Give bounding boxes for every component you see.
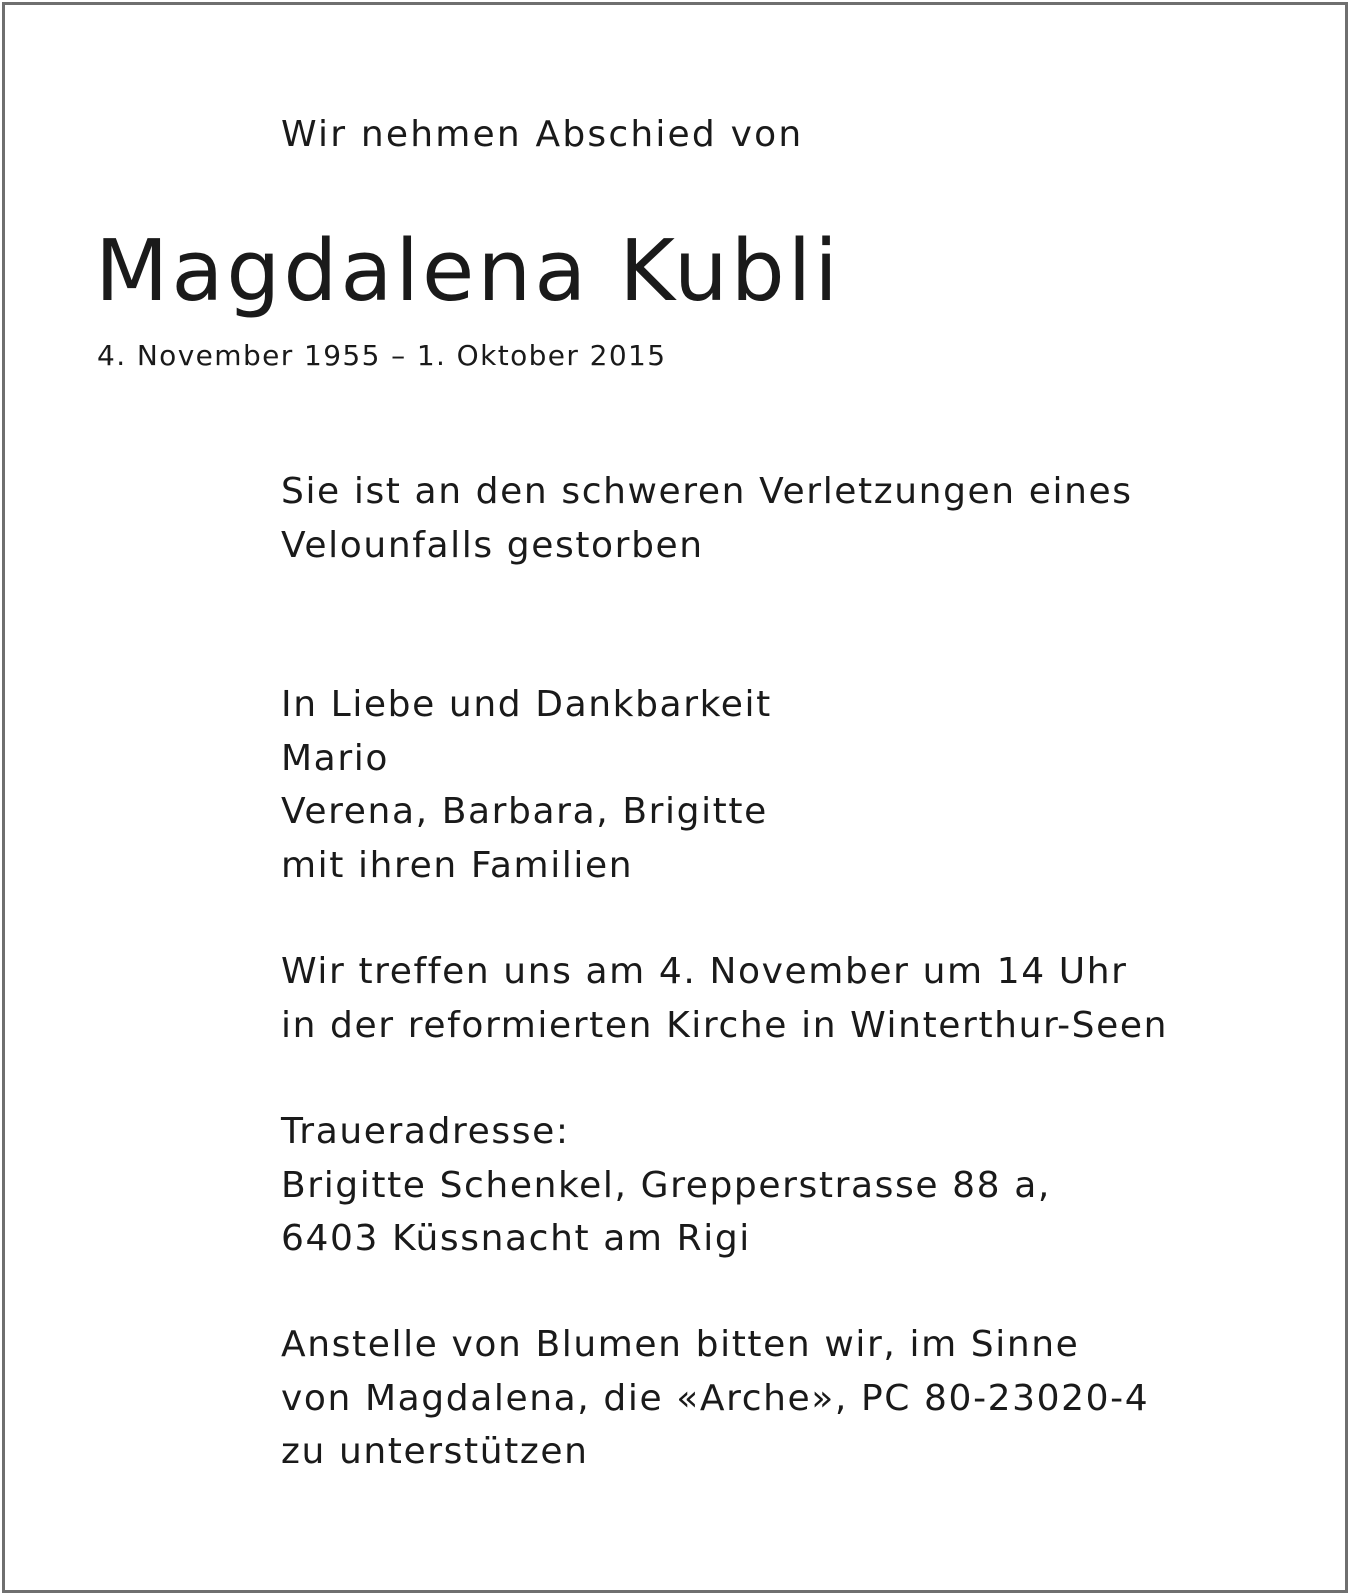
donation-request-block	[281, 1318, 1149, 1479]
mourners-line: Mario	[281, 737, 389, 779]
donation-line: zu unterstützen	[281, 1431, 589, 1472]
mourning-address-block	[281, 1105, 1051, 1266]
donation-line: von Magdalena, die «Arche», PC 80-23020-4	[281, 1377, 1150, 1419]
address-label: Traueradresse:	[281, 1111, 570, 1152]
cause-line: Sie ist an den schweren Verletzungen eines	[281, 471, 1133, 512]
mourners-line: Verena, Barbara, Brigitte	[281, 791, 768, 832]
mourners-line: mit ihren Familien	[281, 844, 634, 886]
address-line: Brigitte Schenkel, Grepperstrasse 88 a,	[281, 1164, 1051, 1206]
obituary-notice	[2, 2, 1348, 1593]
life-dates: 4. November 1955 – 1. Oktober 2015	[97, 339, 667, 372]
deceased-name: Magdalena Kubli	[95, 222, 841, 321]
service-line: Wir treffen uns am 4. November um 14 Uhr	[281, 951, 1128, 992]
address-line: 6403 Küssnacht am Rigi	[281, 1218, 751, 1259]
intro-text: Wir nehmen Abschied von	[281, 114, 804, 155]
cause-line: Velounfalls gestorben	[281, 524, 704, 566]
service-info-block	[281, 945, 1168, 1052]
cause-of-death-block	[281, 465, 1133, 572]
mourners-block	[281, 678, 772, 892]
mourners-line: In Liebe und Dankbarkeit	[281, 684, 772, 725]
donation-line: Anstelle von Blumen bitten wir, im Sinne	[281, 1324, 1080, 1365]
service-line: in der reformierten Kirche in Winterthur-Seen	[281, 1004, 1169, 1046]
